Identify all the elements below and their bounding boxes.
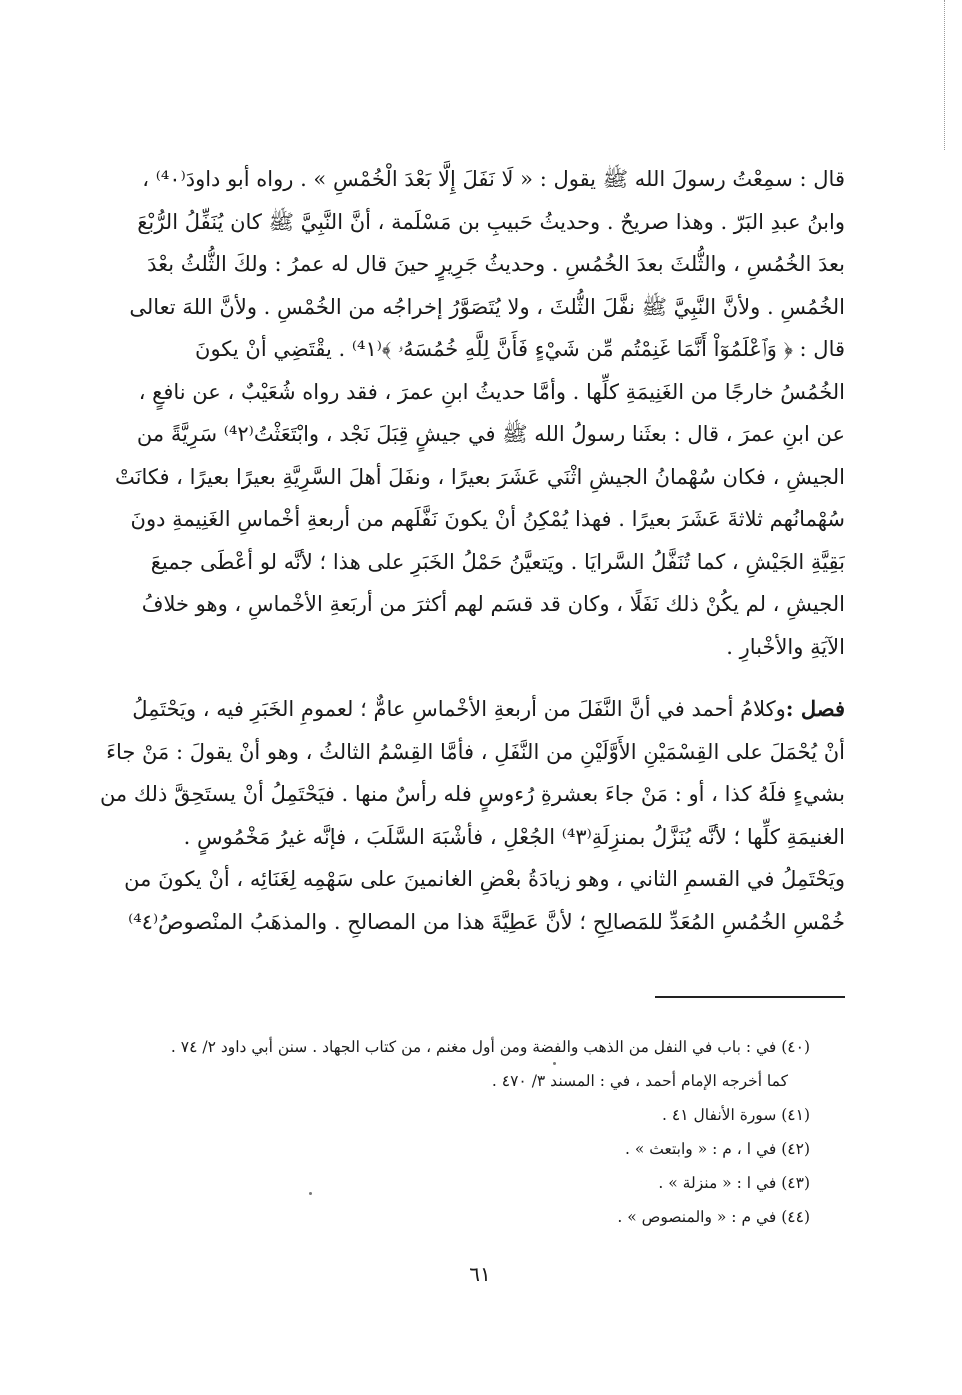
section-first-line <box>100 688 845 731</box>
scan-edge-mark <box>944 0 946 150</box>
footnote: (٤٣) في ا : « منزلة » . <box>658 1174 810 1192</box>
page-number: ٦١ <box>469 1262 491 1286</box>
text-line: بشيءٍ فلَهُ كذا ، أو : مَنْ جاءَ بعشرةِ رُءوسٍ فله رأسٌ منها . فيَحْتَمِلُ أنْ يستَحِقَّ ذلك من <box>100 782 845 806</box>
footnote-continuation: كما أخرجه الإمام أحمد ، في : المسند ٣/ ٤٧٠ . <box>491 1072 788 1090</box>
text-line: قال : ﴿ وَٱعْلَمُوٓاْ أَنَّمَا غَنِمْتُم مِّن شَيْءٍ فَأَنَّ لِلَّهِ خُمُسَهُۥ ﴾⁽⁴١⁾ . يقْتَضِي أنْ يكونَ <box>195 337 845 361</box>
text-line: الغنيمَةِ كلِّها ؛ لأنَّه يُنَزَّلُ بمنزِلَةِ⁽⁴٣⁾ الجُعْلِ ، فأشْبَهَ السَّلَبَ ، فإنَّه غيرُ مَخْمُوسٍ . <box>183 824 845 849</box>
text-line: الجيشِ ، لم يكُنْ ذلك نَفَلًا ، وكان قد قسَم لهم أكثرَ من أربَعةِ الأخْماسِ ، وهو خلافُ <box>141 592 845 616</box>
footnote-separator <box>655 996 845 998</box>
footnote: (٤٤) في م : « والمنصوص » . <box>617 1208 810 1226</box>
text-line: الخُمُسِ . ولأنَّ النَّبِيَّ ﷺ نفَّلَ الثُّلثَ ، ولا يُتَصَوَّرُ إخراجُه من الخُمْسِ . ولأنَّ اللهَ تعالى <box>129 294 845 319</box>
text-line: عن ابنِ عمرَ ، قال : بعثَنا رسولُ الله ﷺ في جيشٍ قِبَلَ نَجْد ، وابْتَعَثْتُ⁽⁴٢⁾ سَرِيَّةً من <box>136 422 845 446</box>
scan-speck <box>309 1192 312 1195</box>
main-text <box>100 158 845 943</box>
text-line: أنْ يُحْمَلَ على القِسْمَيْنِ الأَوَّلَيْنِ من النَّفَلِ ، فأمَّا القِسْمُ الثالثُ ، وهو أنْ يقولَ : مَنْ جاءَ <box>106 739 845 764</box>
paragraph-gap <box>100 668 845 688</box>
text-line: خُمْسِ الخُمُسِ المُعَدِّ للمَصالِحِ ؛ لأنَّ عَطِيَّةَ هذا من المصالحِ . والمذهَبُ المنْصوصُ⁽⁴٤⁾ <box>128 909 845 934</box>
footnote: (٤٠) في : باب في النفل من الذهب والفضة ومن أول مغنم ، من كتاب الجهاد . سنن أبي داود ٢/ ٧٤ . <box>170 1038 810 1056</box>
text-line: قال : سمِعْتُ رسولَ الله ﷺ يقول : « لَا نَفَلَ إِلَّا بَعْدَ الْخُمْسِ » . رواه أبو داودَ⁽⁴٠⁾ ، <box>142 167 845 191</box>
text-line: الخُمُسُ خارجًا من الغَنِيمَةِ كلِّها . وأمَّا حديثُ ابنِ عمرَ ، فقد رواه شُعَيْبٌ ، عن نافعٍ ، <box>138 379 845 404</box>
scan-speck <box>553 1062 556 1065</box>
text-line: ويَحْتَمِلُ في القسمِ الثاني ، وهو زيادَةُ بعْضِ الغانمينَ على سَهْمِه لِغَنَائِه ، أنْ يكونَ من <box>124 867 845 891</box>
footnote: (٤٢) في ا ، م : « وابتعث » . <box>625 1140 810 1158</box>
footnote: (٤١) سورة الأنفال ٤١ . <box>662 1106 810 1124</box>
text-line: بعدَ الخُمُسِ ، والثُّلثَ بعدَ الخُمُسِ . وحديثُ جَرِيرٍ حينَ قال له عمرُ : ولكَ الثُّلثُ بعْدَ <box>147 252 845 276</box>
text-line: الآيَةِ والأخْبارِ . <box>726 634 845 659</box>
text-line: وكلامُ أحمد في أنَّ النَّفَلَ من أربعةِ الأخْماسِ عامٌّ ؛ لعمومِ الخَبَرِ فيه ، ويَحْتَمِلُ <box>132 697 786 721</box>
footnotes <box>160 1030 810 1234</box>
text-line: سُهْمانُهم ثلاثةَ عَشَرَ بعيرًا . فهذا يُمْكِنُ أنْ يكونَ نَفَّلَهم من أربعةِ أخْماسِ الغَنِيمةِ دونَ <box>130 507 845 531</box>
text-line: الجيشِ ، فكان سُهْمانُ الجيشِ اثْنَي عَشَرَ بعيرًا ، ونفَلَ أهلَ السَّرِيَّةِ بعيرًا بعيرًا ، فكانَتْ <box>114 464 845 489</box>
text-line: بَقِيَّةِ الجَيْشِ ، كما تُنَفَّلُ السَّرايَا . ويَتعيَّنُ حَمْلُ الخَبَرِ على هذا ؛ لأنَّه لو أعْطَى جميعَ <box>150 549 845 574</box>
section-label: فصل : <box>785 696 845 721</box>
text-line: وابنُ عبدِ البَرّ . وهذا صريحٌ . وحديثُ حَبيبِ بن مَسْلَمة ، أنَّ النَّبِيَّ ﷺ كان يُنَفِّلُ الرُّبْعَ <box>137 209 845 234</box>
